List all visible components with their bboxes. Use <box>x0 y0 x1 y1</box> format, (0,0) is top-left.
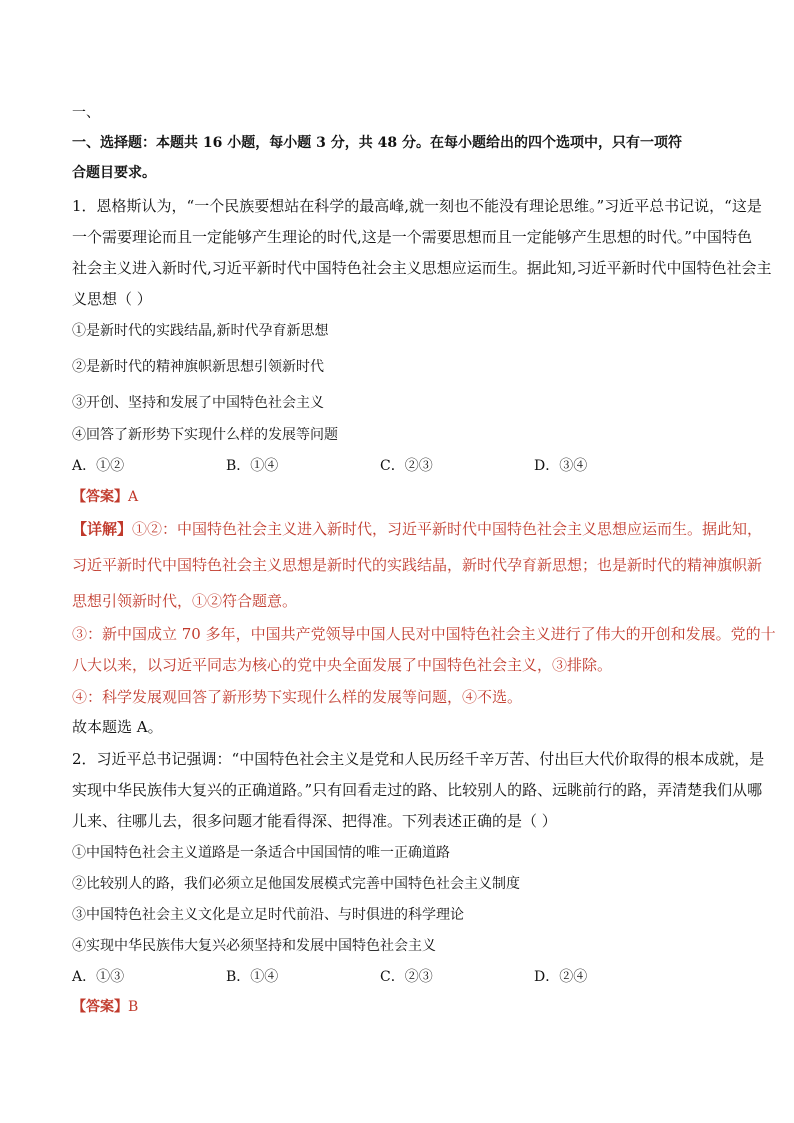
section-heading-line2: 合题目要求。 <box>72 165 156 181</box>
q1-stem-line: 1．恩格斯认为，“一个民族要想站在科学的最高峰,就一刻也不能没有理论思维。”习近平总书记说，“这是 <box>72 197 762 215</box>
q2-statement: ④实现中华民族伟大复兴必须坚持和发展中国特色社会主义 <box>72 938 436 954</box>
q2-statement: ①中国特色社会主义道路是一条适合中国国情的唯一正确道路 <box>72 845 450 861</box>
answer-value: A <box>128 489 139 505</box>
q1-option-c: C．②③ <box>380 458 433 474</box>
q1-detail-line: 习近平新时代中国特色社会主义思想是新时代的实践结晶，新时代孕育新思想；也是新时代的精神旗帜新 <box>72 556 763 574</box>
q1-option-d: D．③④ <box>534 458 588 474</box>
q2-statement: ②比较别人的路，我们必须立足他国发展模式完善中国特色社会主义制度 <box>72 876 520 892</box>
detail-text: ①②：中国特色社会主义进入新时代，习近平新时代中国特色社会主义思想应运而生。据此知， <box>132 520 763 538</box>
section-marker: 一、 <box>72 105 100 121</box>
q1-stem-line: 义思想（ ） <box>72 290 152 308</box>
q1-statement: ①是新时代的实践结晶,新时代孕育新思想 <box>72 323 329 339</box>
q1-statement: ④回答了新形势下实现什么样的发展等问题 <box>72 427 338 443</box>
q2-stem-line: 儿来、往哪儿去，很多问题才能看得深、把得准。下列表述正确的是（ ） <box>72 812 557 830</box>
answer-label: 【答案】 <box>72 999 128 1015</box>
q1-detail-line: 八大以来，以习近平同志为核心的党中央全面发展了中国特色社会主义，③排除。 <box>72 656 613 674</box>
q2-statement: ③中国特色社会主义文化是立足时代前沿、与时俱进的科学理论 <box>72 907 464 923</box>
q2-stem-line: 实现中华民族伟大复兴的正确道路。”只有回看走过的路、比较别人的路、远眺前行的路，弄清楚我们从哪 <box>72 781 763 799</box>
q1-conclusion: 故本题选 A。 <box>72 718 163 736</box>
q2-option-d: D．②④ <box>534 969 588 985</box>
detail-label: 【详解】 <box>72 520 133 538</box>
q1-detail-line: 思想引领新时代，①②符合题意。 <box>72 592 298 610</box>
q2-option-b: B．①④ <box>226 969 279 985</box>
section-heading-line1: 一、选择题：本题共 16 小题，每小题 3 分，共 48 分。在每小题给出的四个选项中，只有一项符 <box>72 135 682 151</box>
q1-stem-line: 社会主义进入新时代,习近平新时代中国特色社会主义思想应运而生。据此知,习近平新时代中国特色社会主 <box>72 259 772 277</box>
answer-value: B <box>128 999 139 1015</box>
answer-label: 【答案】 <box>72 489 128 505</box>
q1-detail-line: ③：新中国成立 70 多年，中国共产党领导中国人民对中国特色社会主义进行了伟大的开创和发展。党的十 <box>72 625 776 643</box>
q2-answer <box>72 998 138 1016</box>
q1-answer <box>72 488 138 506</box>
q1-option-a: A．①② <box>72 458 125 474</box>
q1-statement: ②是新时代的精神旗帜新思想引领新时代 <box>72 359 324 375</box>
q1-option-b: B．①④ <box>226 458 279 474</box>
q1-detail-line <box>72 520 762 538</box>
q2-option-a: A．①③ <box>72 969 125 985</box>
q1-stem-line: 一个需要理论而且一定能够产生理论的时代,这是一个需要思想而且一定能够产生思想的时代。”中国特色 <box>72 228 752 246</box>
q2-option-c: C．②③ <box>380 969 433 985</box>
q2-stem-line: 2．习近平总书记强调：“中国特色社会主义是党和人民历经千辛万苦、付出巨大代价取得的根本成就，是 <box>72 750 765 768</box>
q1-detail-line: ④：科学发展观回答了新形势下实现什么样的发展等问题，④不选。 <box>72 688 523 706</box>
q1-statement: ③开创、坚持和发展了中国特色社会主义 <box>72 395 324 411</box>
